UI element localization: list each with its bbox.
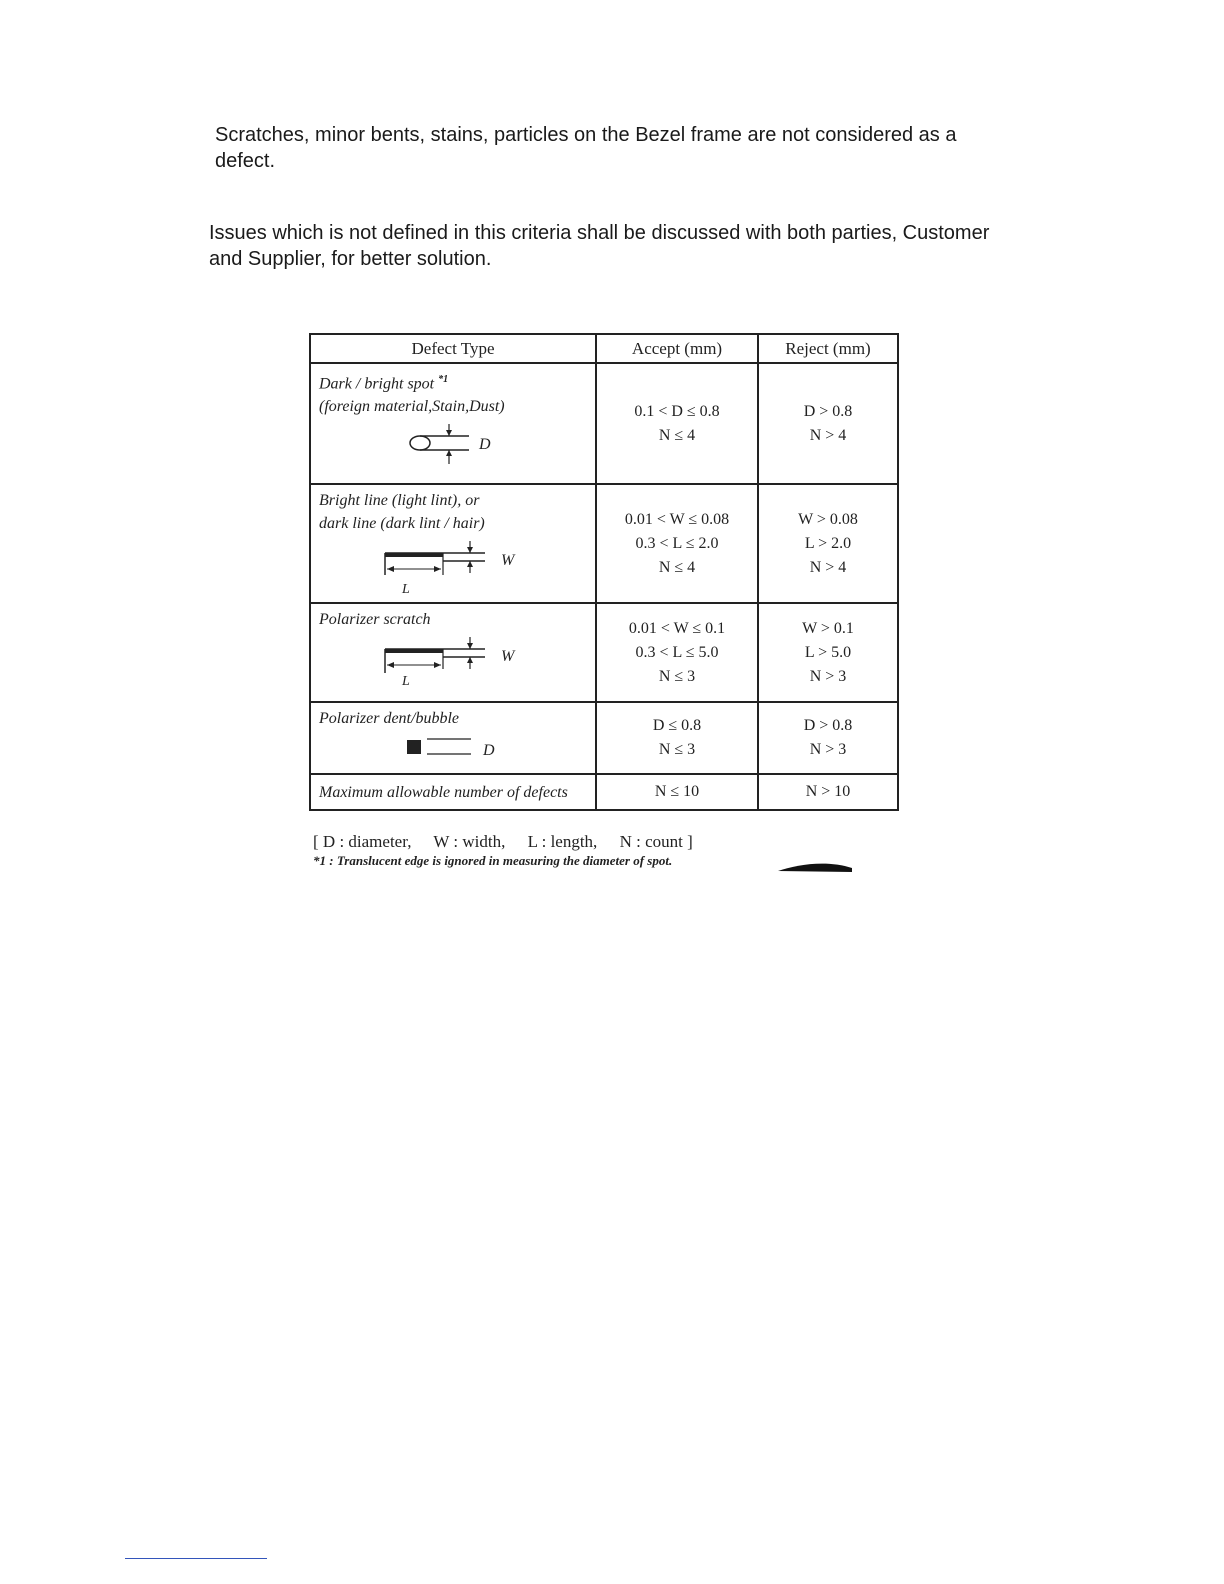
accept-cell: [596, 603, 758, 702]
legend-item: N : count ]: [619, 832, 693, 851]
defect-type-label: Polarizer dent/bubble: [319, 710, 459, 727]
accept-cell: [596, 484, 758, 603]
reject-cell: N > 10: [758, 774, 898, 810]
accept-value: N ≤ 3: [658, 741, 696, 758]
defect-type-label: Dark / bright spot: [319, 375, 435, 393]
header-accept: Accept (mm): [596, 334, 758, 363]
legend-item: [ D : diameter,: [313, 832, 412, 851]
reject-value: N > 4: [809, 558, 847, 576]
accept-cell: N ≤ 10: [596, 774, 758, 810]
reject-value: D > 0.8: [803, 717, 853, 734]
footnote-marker: *1: [438, 374, 449, 385]
defect-type-cell: [310, 702, 596, 774]
accept-value: N ≤ 3: [658, 667, 696, 685]
footnote: *1 : Translucent edge is ignored in measuring the diameter of spot.: [313, 853, 673, 868]
legend-item: L : length,: [527, 832, 598, 851]
reject-value: W > 0.08: [798, 510, 858, 528]
accept-value: 0.1 < D ≤ 0.8: [634, 402, 720, 420]
diagram-label-d: D: [483, 742, 495, 759]
dent-diameter-diagram: [319, 734, 519, 764]
legend-item: W : width,: [433, 832, 506, 851]
reject-value: N > 3: [809, 741, 847, 758]
defect-type-label: Bright line (light lint), or: [319, 492, 480, 509]
accept-value: N ≤ 4: [658, 558, 696, 576]
accept-cell: [596, 363, 758, 484]
reject-value: L > 5.0: [804, 643, 852, 661]
table-row: [310, 363, 898, 484]
accept-value: 0.3 < L ≤ 2.0: [635, 534, 719, 552]
reject-value: N > 4: [809, 426, 847, 444]
diagram-label-w: W: [501, 552, 515, 569]
scratch-width-length-diagram: [319, 635, 519, 691]
diagram-label-l: L: [402, 582, 410, 597]
table-legend: [313, 832, 711, 852]
paragraph-undefined-issues: Issues which is not defined in this criteria shall be discussed with both parties, Customer and Supplier, for better solution.: [209, 222, 990, 270]
reject-cell: [758, 484, 898, 603]
reject-value: D > 0.8: [803, 402, 853, 420]
diagram-label-w: W: [501, 648, 515, 665]
defect-criteria-table: [309, 333, 899, 811]
table-header-row: [310, 334, 898, 363]
reject-cell: [758, 603, 898, 702]
diagram-label-l: L: [402, 674, 410, 689]
footnote-separator-line: [125, 1558, 267, 1559]
ink-smudge: [778, 860, 858, 874]
defect-type-cell: [310, 484, 596, 603]
table-row: [310, 774, 898, 810]
header-defect-type: Defect Type: [310, 334, 596, 363]
line-width-length-diagram: [319, 539, 519, 597]
accept-value: 0.01 < W ≤ 0.1: [628, 619, 726, 637]
defect-type-label: Polarizer scratch: [319, 611, 431, 628]
reject-value: L > 2.0: [804, 534, 852, 552]
table-row: [310, 702, 898, 774]
accept-value: 0.3 < L ≤ 5.0: [635, 643, 719, 661]
defect-type-cell: Maximum allowable number of defects: [310, 774, 596, 810]
table-row: [310, 603, 898, 702]
table-row: [310, 484, 898, 603]
defect-type-cell: [310, 363, 596, 484]
accept-cell: [596, 702, 758, 774]
defect-type-label: (foreign material,Stain,Dust): [319, 398, 505, 416]
reject-value: W > 0.1: [802, 619, 854, 637]
defect-type-label: dark line (dark lint / hair): [319, 515, 485, 532]
header-reject: Reject (mm): [758, 334, 898, 363]
accept-value: D ≤ 0.8: [652, 717, 702, 734]
spot-diameter-diagram: [319, 422, 519, 468]
paragraph-bezel-note: Scratches, minor bents, stains, particles on the Bezel frame are not considered as a defect.: [215, 124, 957, 172]
accept-value: N ≤ 4: [658, 426, 696, 444]
reject-cell: [758, 363, 898, 484]
defect-type-cell: [310, 603, 596, 702]
reject-cell: [758, 702, 898, 774]
reject-value: N > 3: [809, 667, 847, 685]
accept-value: 0.01 < W ≤ 0.08: [624, 510, 730, 528]
diagram-label-d: D: [479, 436, 491, 454]
